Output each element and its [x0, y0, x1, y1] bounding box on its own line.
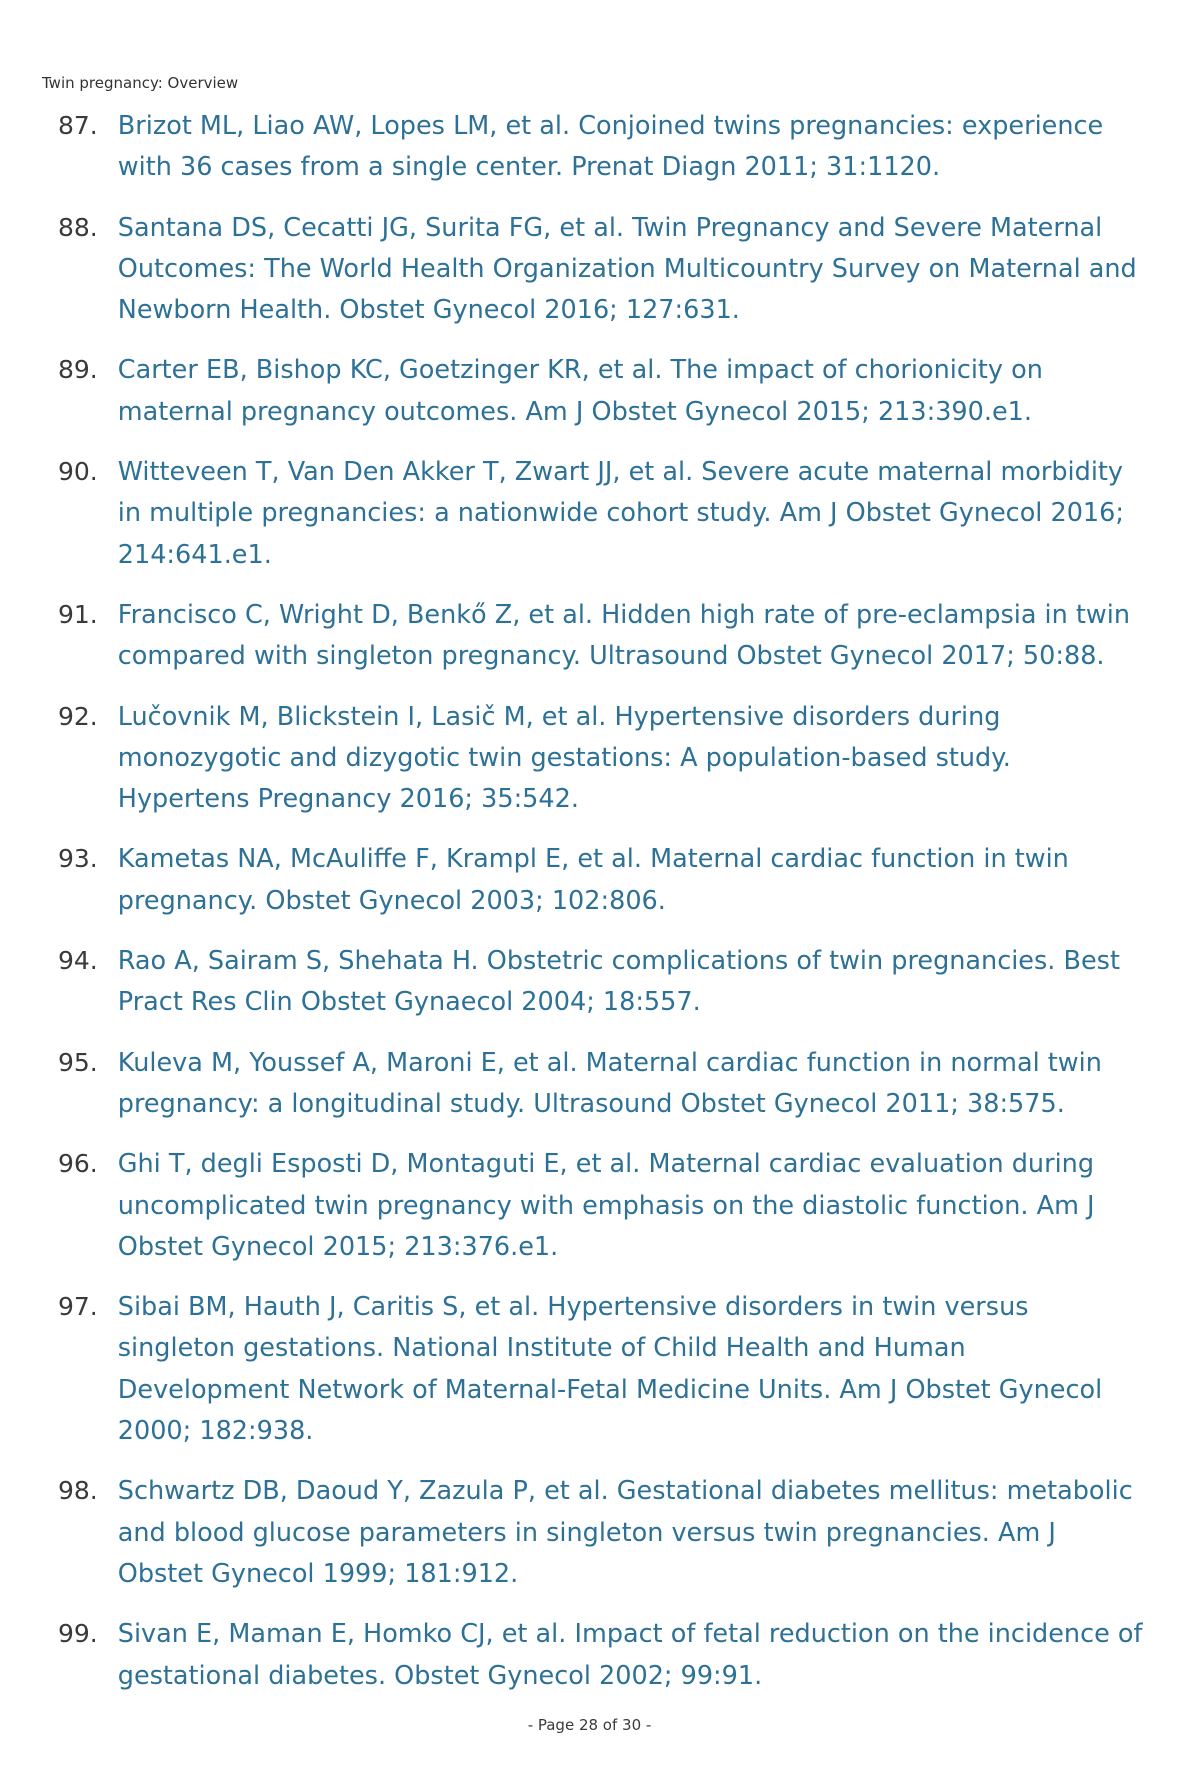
- reference-number: 95.: [58, 1047, 98, 1077]
- reference-number: 89.: [58, 355, 98, 385]
- reference-number: 93.: [58, 844, 98, 874]
- reference-text[interactable]: Santana DS, Cecatti JG, Surita FG, et al. Twin Pregnancy and Severe Maternal Outcomes: The World Health Organization Multicountry Survey on Maternal and Newborn Health. Obstet Gynecol 2016; 127:631.: [117, 212, 1137, 326]
- reference-text[interactable]: Carter EB, Bishop KC, Goetzinger KR, et al. The impact of chorionicity on maternal pregnancy outcomes. Am J Obstet Gynecol 2015; 213:390.e1.: [117, 355, 1043, 427]
- reference-item: [58, 350, 1145, 433]
- page-footer: - Page 28 of 30 -: [527, 1715, 652, 1734]
- reference-item: [58, 1614, 1145, 1697]
- reference-item: [58, 697, 1145, 821]
- reference-item: [58, 595, 1145, 678]
- reference-item: [58, 208, 1145, 332]
- reference-item: [58, 1471, 1145, 1595]
- reference-number: 92.: [58, 701, 98, 731]
- reference-text[interactable]: Sivan E, Maman E, Homko CJ, et al. Impact of fetal reduction on the incidence of gestational diabetes. Obstet Gynecol 2002; 99:91.: [117, 1619, 1143, 1691]
- reference-number: 99.: [58, 1619, 98, 1649]
- reference-text[interactable]: Francisco C, Wright D, Benkő Z, et al. Hidden high rate of pre-eclampsia in twin compared with singleton pregnancy. Ultrasound Obstet Gynecol 2017; 50:88.: [117, 599, 1131, 672]
- reference-number: 94.: [58, 946, 98, 976]
- reference-text[interactable]: Kametas NA, McAuliffe F, Krampl E, et al. Maternal cardiac function in twin pregnancy. Obstet Gynecol 2003; 102:806.: [117, 844, 1069, 916]
- reference-text[interactable]: Schwartz DB, Daoud Y, Zazula P, et al. Gestational diabetes mellitus: metabolic and blood glucose parameters in singleton versus twin pregnancies. Am J Obstet Gynecol 1999; 181:912.: [117, 1476, 1133, 1589]
- reference-number: 87.: [58, 111, 98, 140]
- reference-list: [0, 106, 1179, 1697]
- reference-text[interactable]: Witteveen T, Van Den Akker T, Zwart JJ, et al. Severe acute maternal morbidity in multiple pregnancies: a nationwide cohort study. Am J Obstet Gynecol 2016; 214:641.e1.: [117, 457, 1124, 570]
- reference-text[interactable]: Lučovnik M, Blickstein I, Lasič M, et al. Hypertensive disorders during monozygotic and dizygotic twin gestations: A population-based study. Hypertens Pregnancy 2016; 35:542.: [117, 701, 1011, 815]
- reference-item: [58, 1043, 1145, 1126]
- reference-text[interactable]: Rao A, Sairam S, Shehata H. Obstetric complications of twin pregnancies. Best Pract Res Clin Obstet Gynaecol 2004; 18:557.: [117, 946, 1120, 1018]
- reference-text[interactable]: Kuleva M, Youssef A, Maroni E, et al. Maternal cardiac function in normal twin pregnancy: a longitudinal study. Ultrasound Obstet Gynecol 2011; 38:575.: [117, 1047, 1102, 1119]
- reference-text[interactable]: Sibai BM, Hauth J, Caritis S, et al. Hypertensive disorders in twin versus singleton gestations. National Institute of Child Health and Human Development Network of Maternal-Fetal Medicine Units. Am J Obstet Gynecol 2000; 182:938.: [117, 1292, 1103, 1447]
- reference-item: [58, 839, 1145, 922]
- reference-item: [58, 941, 1145, 1024]
- reference-item: [58, 1287, 1145, 1452]
- reference-text[interactable]: Ghi T, degli Esposti D, Montaguti E, et al. Maternal cardiac evaluation during uncomplicated twin pregnancy with emphasis on the diastolic function. Am J Obstet Gynecol 2015; 213:376.e1.: [117, 1149, 1095, 1262]
- reference-number: 90.: [58, 457, 98, 487]
- reference-number: 91.: [58, 599, 98, 629]
- reference-item: [58, 1144, 1145, 1268]
- reference-text[interactable]: Brizot ML, Liao AW, Lopes LM, et al. Conjoined twins pregnancies: experience with 36 cases from a single center. Prenat Diagn 2011; 31:1120.: [117, 111, 1104, 183]
- running-head: Twin pregnancy: Overview: [42, 74, 239, 92]
- reference-number: 96.: [58, 1149, 98, 1179]
- reference-item: [58, 452, 1145, 576]
- reference-number: 88.: [58, 212, 98, 242]
- reference-number: 97.: [58, 1292, 98, 1322]
- reference-item: [58, 106, 1145, 189]
- reference-number: 98.: [58, 1476, 98, 1506]
